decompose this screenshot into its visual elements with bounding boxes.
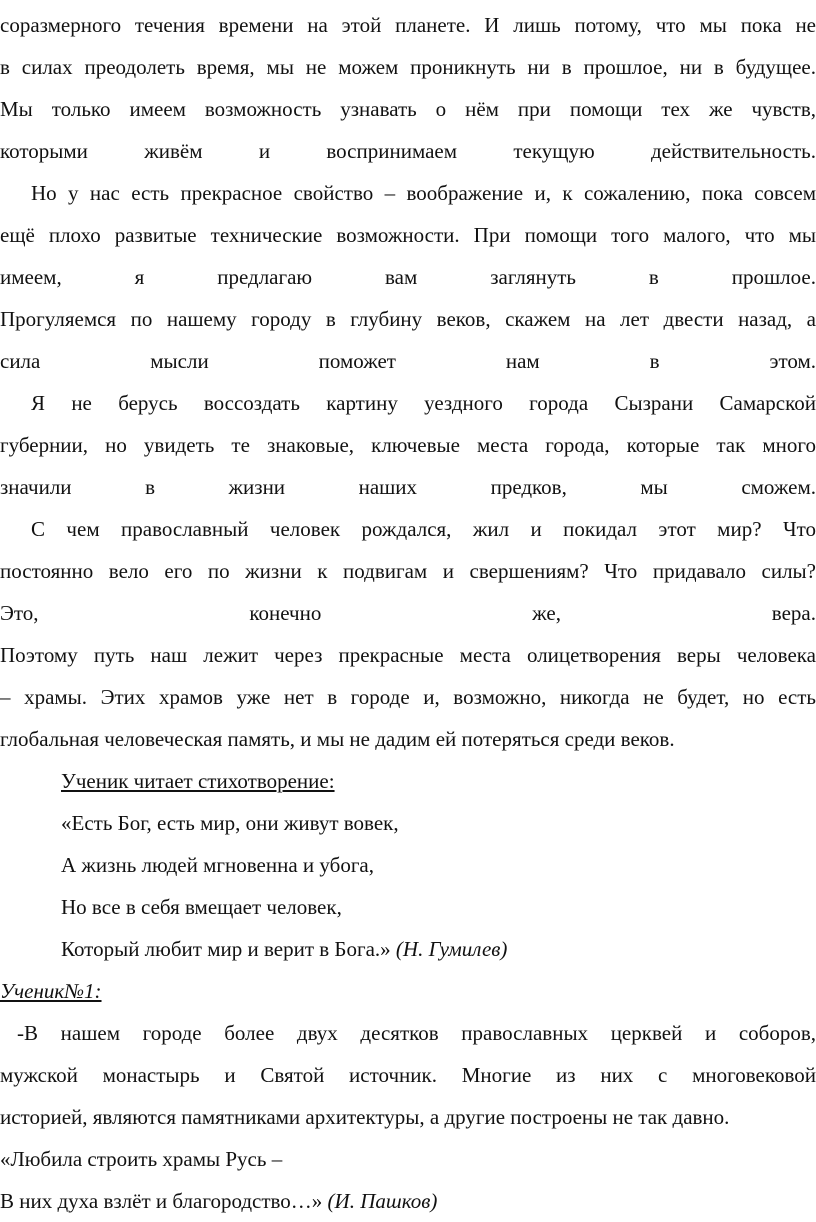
paragraph-line: в силах преодолеть время, мы не можем проникнуть ни в прошлое, ни в будущее. (0, 55, 816, 79)
poem-line: Но все в себя вмещает человек, (61, 895, 342, 919)
stage-direction: Ученик читает стихотворение: (61, 769, 335, 793)
poem-author: (И. Пашков) (327, 1189, 438, 1213)
paragraph-line: значили в жизни наших предков, мы сможем. (0, 475, 816, 499)
paragraph-line: глобальная человеческая память, и мы не дадим ей потеряться среди веков. (0, 727, 675, 751)
paragraph-line: сила мысли поможет нам в этом. (0, 349, 816, 373)
paragraph-line: имеем, я предлагаю вам заглянуть в прошлое. (0, 265, 816, 289)
poem-line: А жизнь людей мгновенна и убога, (61, 853, 375, 877)
paragraph-line: Поэтому путь наш лежит через прекрасные места олицетворения веры человека (0, 643, 816, 667)
poem-line: «Есть Бог, есть мир, они живут вовек, (61, 811, 399, 835)
poem-line: Который любит мир и верит в Бога.» (61, 937, 391, 961)
poem-line: В них духа взлёт и благородство…» (0, 1189, 323, 1213)
paragraph-line: С чем православный человек рождался, жил и покидал этот мир? Что (31, 517, 816, 541)
poem-line-with-author (0, 1180, 816, 1222)
paragraph-line: соразмерного течения времени на этой планете. И лишь потому, что мы пока не (0, 13, 816, 37)
speech-line: -В нашем городе более двух десятков православных церквей и соборов, (17, 1021, 816, 1045)
speaker-label: Ученик№1: (0, 979, 102, 1003)
paragraph-line: ещё плохо развитые технические возможности. При помощи того малого, что мы (0, 223, 816, 247)
paragraph-line: Прогуляемся по нашему городу в глубину веков, скажем на лет двести назад, а (0, 307, 816, 331)
paragraph-line: Мы только имеем возможность узнавать о нём при помощи тех же чувств, (0, 97, 816, 121)
paragraph-line: губернии, но увидеть те знаковые, ключевые места города, которые так много (0, 433, 816, 457)
poem-author: (Н. Гумилев) (395, 937, 508, 961)
poem-line-with-author (61, 928, 816, 970)
speech-line: историей, являются памятниками архитектуры, а другие построены не так давно. (0, 1105, 730, 1129)
paragraph-line: Я не берусь воссоздать картину уездного города Сызрани Самарской (31, 391, 816, 415)
poem-line: «Любила строить храмы Русь – (0, 1147, 283, 1171)
paragraph-line: Но у нас есть прекрасное свойство – воображение и, к сожалению, пока совсем (31, 181, 816, 205)
paragraph-line: Это, конечно же, вера. (0, 601, 816, 625)
speech-line: мужской монастырь и Святой источник. Многие из них с многовековой (0, 1063, 816, 1087)
paragraph-line: которыми живём и воспринимаем текущую действительность. (0, 139, 816, 163)
paragraph-line: – храмы. Этих храмов уже нет в городе и, возможно, никогда не будет, но есть (0, 685, 816, 709)
paragraph-line: постоянно вело его по жизни к подвигам и свершениям? Что придавало силы? (0, 559, 816, 583)
